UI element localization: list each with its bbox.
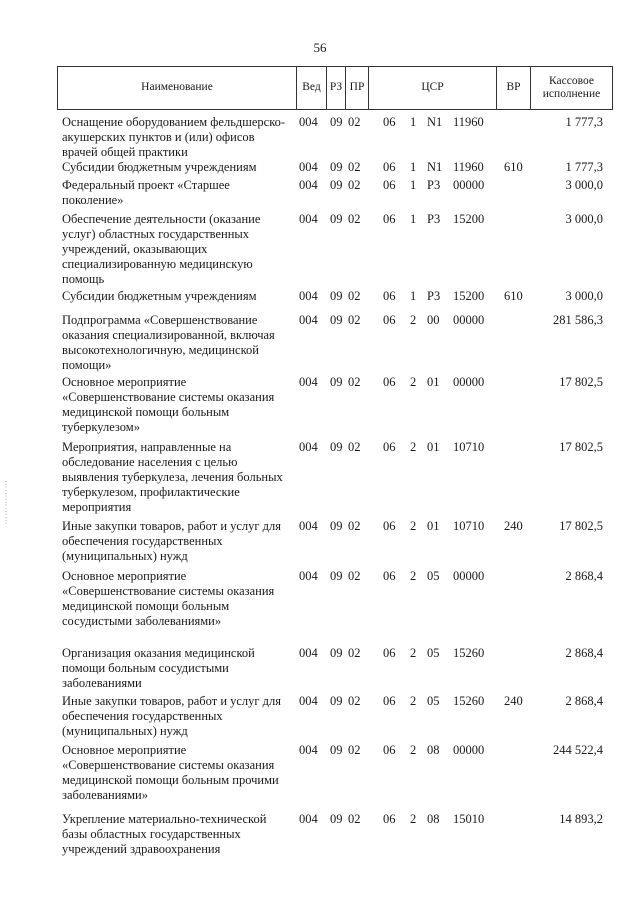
row-csr-subprogram: 2 xyxy=(410,743,417,757)
row-rz: 09 xyxy=(330,812,343,826)
row-pr: 02 xyxy=(348,519,361,533)
row-ved: 004 xyxy=(299,160,318,174)
row-csr-subprogram: 1 xyxy=(410,160,417,174)
header-amount: Кассовое исполнение xyxy=(530,67,612,109)
row-rz: 09 xyxy=(330,440,343,454)
row-pr: 02 xyxy=(348,743,361,757)
row-csr-direction: 15010 xyxy=(453,812,485,826)
row-csr-event: P3 xyxy=(427,289,441,303)
row-csr-event: 05 xyxy=(427,694,440,708)
row-name: Иные закупки товаров, работ и услуг для обеспечения государственных (муниципальных) нужд xyxy=(62,694,282,738)
row-csr-subprogram: 2 xyxy=(410,375,417,389)
row-rz: 09 xyxy=(330,743,343,757)
row-amount: 14 893,2 xyxy=(559,812,603,826)
row-pr: 02 xyxy=(348,289,361,303)
scan-margin-mark: ⋮ ⋮ ⋮ ⋮ ⋮ xyxy=(2,480,10,525)
row-pr: 02 xyxy=(348,212,361,226)
row-csr-subprogram: 2 xyxy=(410,646,417,660)
row-rz: 09 xyxy=(330,212,343,226)
row-ved: 004 xyxy=(299,812,318,826)
row-csr-direction: 15260 xyxy=(453,646,485,660)
row-amount: 17 802,5 xyxy=(559,440,603,454)
row-csr-event: 08 xyxy=(427,812,440,826)
row-pr: 02 xyxy=(348,569,361,583)
row-csr-program: 06 xyxy=(383,646,396,660)
header-rz: РЗ xyxy=(326,67,345,109)
row-csr-subprogram: 1 xyxy=(410,289,417,303)
row-name: Обеспечение деятельности (оказание услуг) областных государственных учреждений, оказывающих специализированную медицинскую помощь xyxy=(62,212,261,286)
row-ved: 004 xyxy=(299,694,318,708)
row-pr: 02 xyxy=(348,375,361,389)
row-rz: 09 xyxy=(330,160,343,174)
row-csr-program: 06 xyxy=(383,115,396,129)
row-name: Субсидии бюджетным учреждениям xyxy=(62,289,257,303)
row-rz: 09 xyxy=(330,115,343,129)
row-amount: 1 777,3 xyxy=(565,160,603,174)
row-amount: 2 868,4 xyxy=(565,694,603,708)
row-ved: 004 xyxy=(299,178,318,192)
row-pr: 02 xyxy=(348,440,361,454)
row-name: Федеральный проект «Старшее поколение» xyxy=(62,178,230,207)
row-ved: 004 xyxy=(299,519,318,533)
row-amount: 281 586,3 xyxy=(553,313,603,327)
row-ved: 004 xyxy=(299,743,318,757)
row-csr-subprogram: 2 xyxy=(410,313,417,327)
row-vr: 610 xyxy=(504,289,523,303)
row-amount: 3 000,0 xyxy=(565,289,603,303)
row-rz: 09 xyxy=(330,519,343,533)
row-csr-direction: 15200 xyxy=(453,289,485,303)
row-csr-subprogram: 2 xyxy=(410,440,417,454)
row-csr-program: 06 xyxy=(383,212,396,226)
row-pr: 02 xyxy=(348,313,361,327)
row-csr-program: 06 xyxy=(383,178,396,192)
row-csr-program: 06 xyxy=(383,375,396,389)
row-ved: 004 xyxy=(299,212,318,226)
row-csr-direction: 11960 xyxy=(453,115,484,129)
row-pr: 02 xyxy=(348,178,361,192)
row-csr-program: 06 xyxy=(383,440,396,454)
row-csr-subprogram: 1 xyxy=(410,178,417,192)
row-ved: 004 xyxy=(299,375,318,389)
header-pr: ПР xyxy=(345,67,368,109)
row-rz: 09 xyxy=(330,375,343,389)
header-ved: Вед xyxy=(296,67,326,109)
row-rz: 09 xyxy=(330,694,343,708)
row-name: Оснащение оборудованием фельдшерско-акушерских пунктов и (или) офисов врачей общей практики xyxy=(62,115,286,159)
row-vr: 610 xyxy=(504,160,523,174)
row-vr: 240 xyxy=(504,519,523,533)
row-name: Субсидии бюджетным учреждениям xyxy=(62,160,257,174)
row-amount: 3 000,0 xyxy=(565,212,603,226)
row-csr-program: 06 xyxy=(383,694,396,708)
row-csr-event: N1 xyxy=(427,115,443,129)
budget-table xyxy=(57,66,613,856)
row-amount: 244 522,4 xyxy=(553,743,603,757)
row-csr-direction: 10710 xyxy=(453,519,485,533)
row-amount: 3 000,0 xyxy=(565,178,603,192)
row-ved: 004 xyxy=(299,289,318,303)
row-csr-direction: 00000 xyxy=(453,313,485,327)
row-name: Организация оказания медицинской помощи больным сосудистыми заболеваниями xyxy=(62,646,255,690)
row-csr-event: 01 xyxy=(427,375,440,389)
row-csr-program: 06 xyxy=(383,519,396,533)
header-name: Наименование xyxy=(141,81,213,94)
row-pr: 02 xyxy=(348,812,361,826)
page-number: 56 xyxy=(313,40,327,55)
row-csr-subprogram: 2 xyxy=(410,569,417,583)
row-csr-subprogram: 1 xyxy=(410,115,417,129)
row-csr-direction: 15200 xyxy=(453,212,485,226)
row-name: Основное мероприятие «Совершенствование системы оказания медицинской помощи больным прочими заболеваниями» xyxy=(62,743,279,802)
row-csr-event: 01 xyxy=(427,440,440,454)
row-csr-direction: 10710 xyxy=(453,440,485,454)
row-ved: 004 xyxy=(299,440,318,454)
row-rz: 09 xyxy=(330,646,343,660)
row-ved: 004 xyxy=(299,313,318,327)
row-csr-direction: 00000 xyxy=(453,178,485,192)
row-amount: 2 868,4 xyxy=(565,569,603,583)
row-pr: 02 xyxy=(348,646,361,660)
row-csr-direction: 00000 xyxy=(453,743,485,757)
row-csr-event: 05 xyxy=(427,569,440,583)
row-csr-event: 00 xyxy=(427,313,440,327)
row-csr-event: P3 xyxy=(427,178,441,192)
row-csr-event: P3 xyxy=(427,212,441,226)
row-amount: 1 777,3 xyxy=(565,115,603,129)
row-amount: 17 802,5 xyxy=(559,375,603,389)
row-csr-subprogram: 2 xyxy=(410,519,417,533)
row-rz: 09 xyxy=(330,569,343,583)
row-csr-program: 06 xyxy=(383,743,396,757)
header-vr: ВР xyxy=(496,67,530,109)
row-csr-direction: 00000 xyxy=(453,375,485,389)
row-csr-direction: 11960 xyxy=(453,160,484,174)
row-csr-subprogram: 2 xyxy=(410,812,417,826)
row-ved: 004 xyxy=(299,115,318,129)
row-name: Основное мероприятие «Совершенствование системы оказания медицинской помощи больным туберкулезом» xyxy=(62,375,275,434)
row-name: Укрепление материально-технической базы областных государственных учреждений здравоохранения xyxy=(62,812,267,856)
row-name: Подпрограмма «Совершенствование оказания специализированной, включая высокотехнологичную, медицинской помощи» xyxy=(62,313,275,372)
row-rz: 09 xyxy=(330,289,343,303)
row-name: Основное мероприятие «Совершенствование системы оказания медицинской помощи больным сосудистыми заболеваниями» xyxy=(62,569,275,628)
row-name: Иные закупки товаров, работ и услуг для обеспечения государственных (муниципальных) нужд xyxy=(62,519,282,563)
row-rz: 09 xyxy=(330,178,343,192)
row-pr: 02 xyxy=(348,160,361,174)
row-csr-direction: 15260 xyxy=(453,694,485,708)
row-csr-event: 01 xyxy=(427,519,440,533)
row-pr: 02 xyxy=(348,115,361,129)
row-csr-event: N1 xyxy=(427,160,443,174)
row-csr-program: 06 xyxy=(383,289,396,303)
row-vr: 240 xyxy=(504,694,523,708)
row-csr-program: 06 xyxy=(383,313,396,327)
row-ved: 004 xyxy=(299,569,318,583)
header-csr: ЦСР xyxy=(368,67,496,109)
row-csr-event: 08 xyxy=(427,743,440,757)
row-csr-subprogram: 2 xyxy=(410,694,417,708)
row-csr-direction: 00000 xyxy=(453,569,485,583)
row-amount: 2 868,4 xyxy=(565,646,603,660)
row-name: Мероприятия, направленные на обследование населения с целью выявления туберкулеза, лечения больных туберкулезом, профилактические мероприятия xyxy=(62,440,283,514)
table-header xyxy=(57,66,613,110)
row-pr: 02 xyxy=(348,694,361,708)
row-amount: 17 802,5 xyxy=(559,519,603,533)
row-csr-program: 06 xyxy=(383,812,396,826)
row-csr-program: 06 xyxy=(383,160,396,174)
row-ved: 004 xyxy=(299,646,318,660)
row-csr-program: 06 xyxy=(383,569,396,583)
row-csr-subprogram: 1 xyxy=(410,212,417,226)
row-rz: 09 xyxy=(330,313,343,327)
row-csr-event: 05 xyxy=(427,646,440,660)
